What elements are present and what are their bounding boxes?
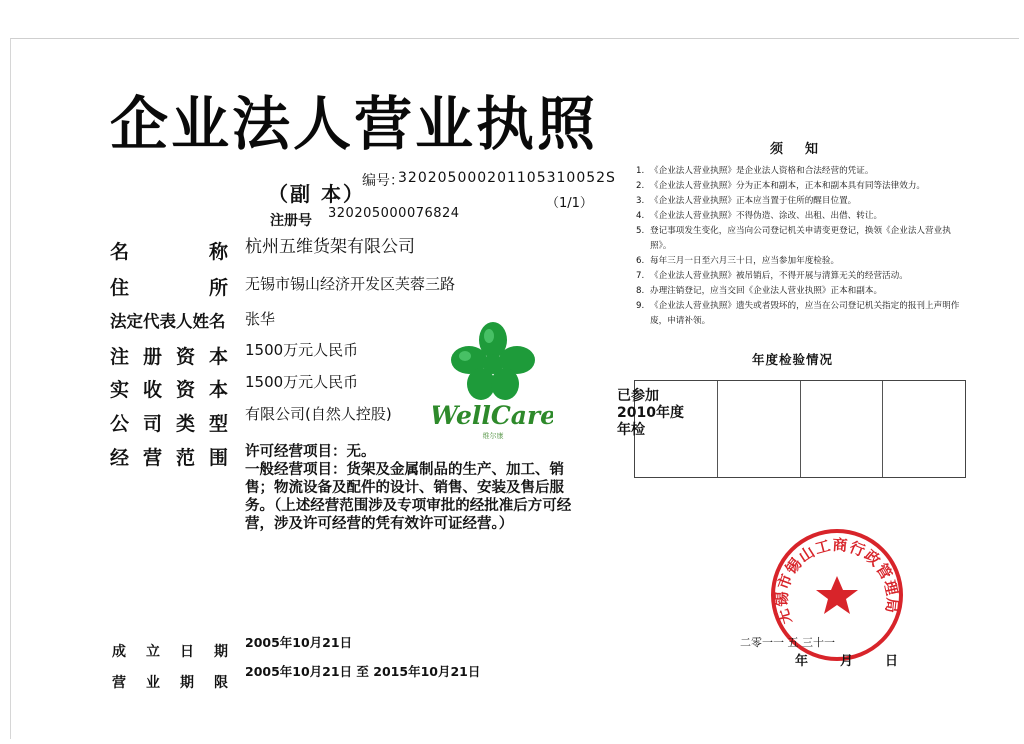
label-char: 资 xyxy=(175,379,195,401)
label-char: 资 xyxy=(175,346,195,368)
month-unit: 月 xyxy=(840,654,854,669)
star-icon xyxy=(816,576,858,614)
label-char: 实 xyxy=(110,379,130,401)
seal-text: 无锡市锡山工商行政管理局 xyxy=(772,535,902,627)
name-label xyxy=(110,243,228,262)
label-text: 法定代表人姓名 xyxy=(110,312,226,331)
notice-list xyxy=(636,164,966,329)
business-number-label: 编号： xyxy=(362,173,404,189)
company-name: 杭州五维货架有限公司 xyxy=(245,237,415,257)
label-char: 日 xyxy=(180,644,194,660)
page-count: （1/1） xyxy=(546,196,593,211)
notice-item-number: 3. xyxy=(636,196,645,206)
paid-capital-label xyxy=(110,381,228,400)
business-scope-label xyxy=(110,449,228,468)
label-char: 本 xyxy=(208,379,228,401)
inspection-cell xyxy=(717,381,800,477)
notice-item xyxy=(636,284,966,299)
notice-item-text: 《企业法人营业执照》不得伪造、涂改、出租、出借、转让。 xyxy=(650,211,883,221)
notice-item-number: 5. xyxy=(636,226,645,236)
label-char: 册 xyxy=(142,346,162,368)
established-date: 2005年10月21日 xyxy=(245,635,353,650)
label-char: 期 xyxy=(180,675,194,691)
label-char: 类 xyxy=(175,413,195,435)
company-type-label xyxy=(110,415,228,434)
year-unit: 年 xyxy=(795,654,809,669)
notice-item xyxy=(636,194,966,209)
notice-item-number: 7. xyxy=(636,271,645,281)
annual-inspection-stamp: 已参加2010年度年检 xyxy=(617,388,684,438)
label-char: 营 xyxy=(142,447,162,469)
label-char: 期 xyxy=(214,644,228,660)
registration-number: 320205000076824 xyxy=(328,206,460,221)
notice-title: 须知 xyxy=(770,142,841,157)
label-char: 限 xyxy=(214,675,228,691)
notice-item xyxy=(636,254,966,269)
scope-general: 一般经营项目：货架及金属制品的生产、加工、销售；物流设备及配件的设计、销售、安装及售后服务。（上述经营范围涉及专项审批的经批准后方可经营，涉及许可经营的凭有效许可证经营。） xyxy=(245,462,572,532)
notice-item-text: 《企业法人营业执照》遗失或者毁坏的，应当在公司登记机关指定的报刊上声明作废，申请补领。 xyxy=(650,301,960,326)
label-char: 公 xyxy=(110,413,130,435)
label-char: 收 xyxy=(142,379,162,401)
day-unit: 日 xyxy=(885,654,899,669)
notice-item-number: 4. xyxy=(636,211,645,221)
scope-licensed: 许可经营项目：无。 xyxy=(245,444,376,460)
issue-date-units xyxy=(795,650,898,669)
inspection-cell xyxy=(800,381,883,477)
notice-item xyxy=(636,179,966,194)
notice-item xyxy=(636,224,966,254)
paid-capital-value: 1500万元人民币 xyxy=(245,373,359,391)
label-char: 司 xyxy=(142,413,162,435)
label-char: 立 xyxy=(146,644,160,660)
notice-item-number: 6. xyxy=(636,256,645,266)
label-char: 围 xyxy=(208,447,228,469)
notice-item-number: 9. xyxy=(636,301,645,311)
notice-item-text: 《企业法人营业执照》被吊销后，不得开展与清算无关的经营活动。 xyxy=(650,271,908,281)
notice-item-text: 每年三月一日至六月三十日，应当参加年度检验。 xyxy=(650,256,840,266)
wellcare-logo xyxy=(433,312,553,442)
notice-item xyxy=(636,164,966,179)
notice-item-text: 《企业法人营业执照》是企业法人资格和合法经营的凭证。 xyxy=(650,166,874,176)
notice-item xyxy=(636,299,966,329)
clover-icon xyxy=(433,312,553,442)
label-char: 所 xyxy=(208,277,228,299)
logo-subtext: 维尔康 xyxy=(482,432,504,440)
term-value: 2005年10月21日 至 2015年10月21日 xyxy=(245,664,481,679)
company-type-value: 有限公司(自然人控股) xyxy=(245,405,392,423)
established-label xyxy=(112,641,228,661)
annual-inspection-title: 年度检验情况 xyxy=(752,352,834,367)
logo-wordmark: WellCare xyxy=(433,401,553,430)
document-title: 企业法人营业执照 xyxy=(110,90,599,158)
notice-item xyxy=(636,209,966,224)
label-char: 范 xyxy=(175,447,195,469)
address-value: 无锡市锡山经济开发区芙蓉三路 xyxy=(245,275,456,293)
notice-item-text: 《企业法人营业执照》分为正本和副本，正本和副本具有同等法律效力。 xyxy=(650,181,926,191)
label-char: 本 xyxy=(208,346,228,368)
business-scope-value xyxy=(245,443,575,533)
label-char: 称 xyxy=(208,241,228,263)
label-char: 经 xyxy=(110,447,130,469)
label-char: 成 xyxy=(112,644,126,660)
label-char: 型 xyxy=(208,413,228,435)
label-char: 营 xyxy=(112,675,126,691)
label-char: 住 xyxy=(110,277,130,299)
address-label xyxy=(110,279,228,298)
notice-item-text: 《企业法人营业执照》正本应当置于住所的醒目位置。 xyxy=(650,196,857,206)
term-label xyxy=(112,672,228,692)
issue-date: 二零一一 五 三十一 xyxy=(740,636,835,649)
notice-item-number: 8. xyxy=(636,286,645,296)
label-char: 注 xyxy=(110,346,130,368)
label-char: 名 xyxy=(110,241,130,263)
copy-type: （副 本） xyxy=(268,182,365,206)
registration-label: 注册号 xyxy=(270,213,312,229)
registered-capital-label xyxy=(110,348,228,367)
notice-item-text: 登记事项发生变化，应当向公司登记机关申请变更登记，换领《企业法人营业执照》。 xyxy=(650,226,951,251)
legal-rep-label xyxy=(110,314,230,331)
notice-item xyxy=(636,269,966,284)
business-number: 320205000201105310052S xyxy=(398,170,616,186)
label-char: 业 xyxy=(146,675,160,691)
registered-capital-value: 1500万元人民币 xyxy=(245,341,359,359)
notice-item-number: 1. xyxy=(636,166,645,176)
legal-rep-value: 张华 xyxy=(245,310,276,328)
notice-item-number: 2. xyxy=(636,181,645,191)
inspection-cell xyxy=(882,381,965,477)
notice-item-text: 办理注销登记，应当交回《企业法人营业执照》正本和副本。 xyxy=(650,286,883,296)
